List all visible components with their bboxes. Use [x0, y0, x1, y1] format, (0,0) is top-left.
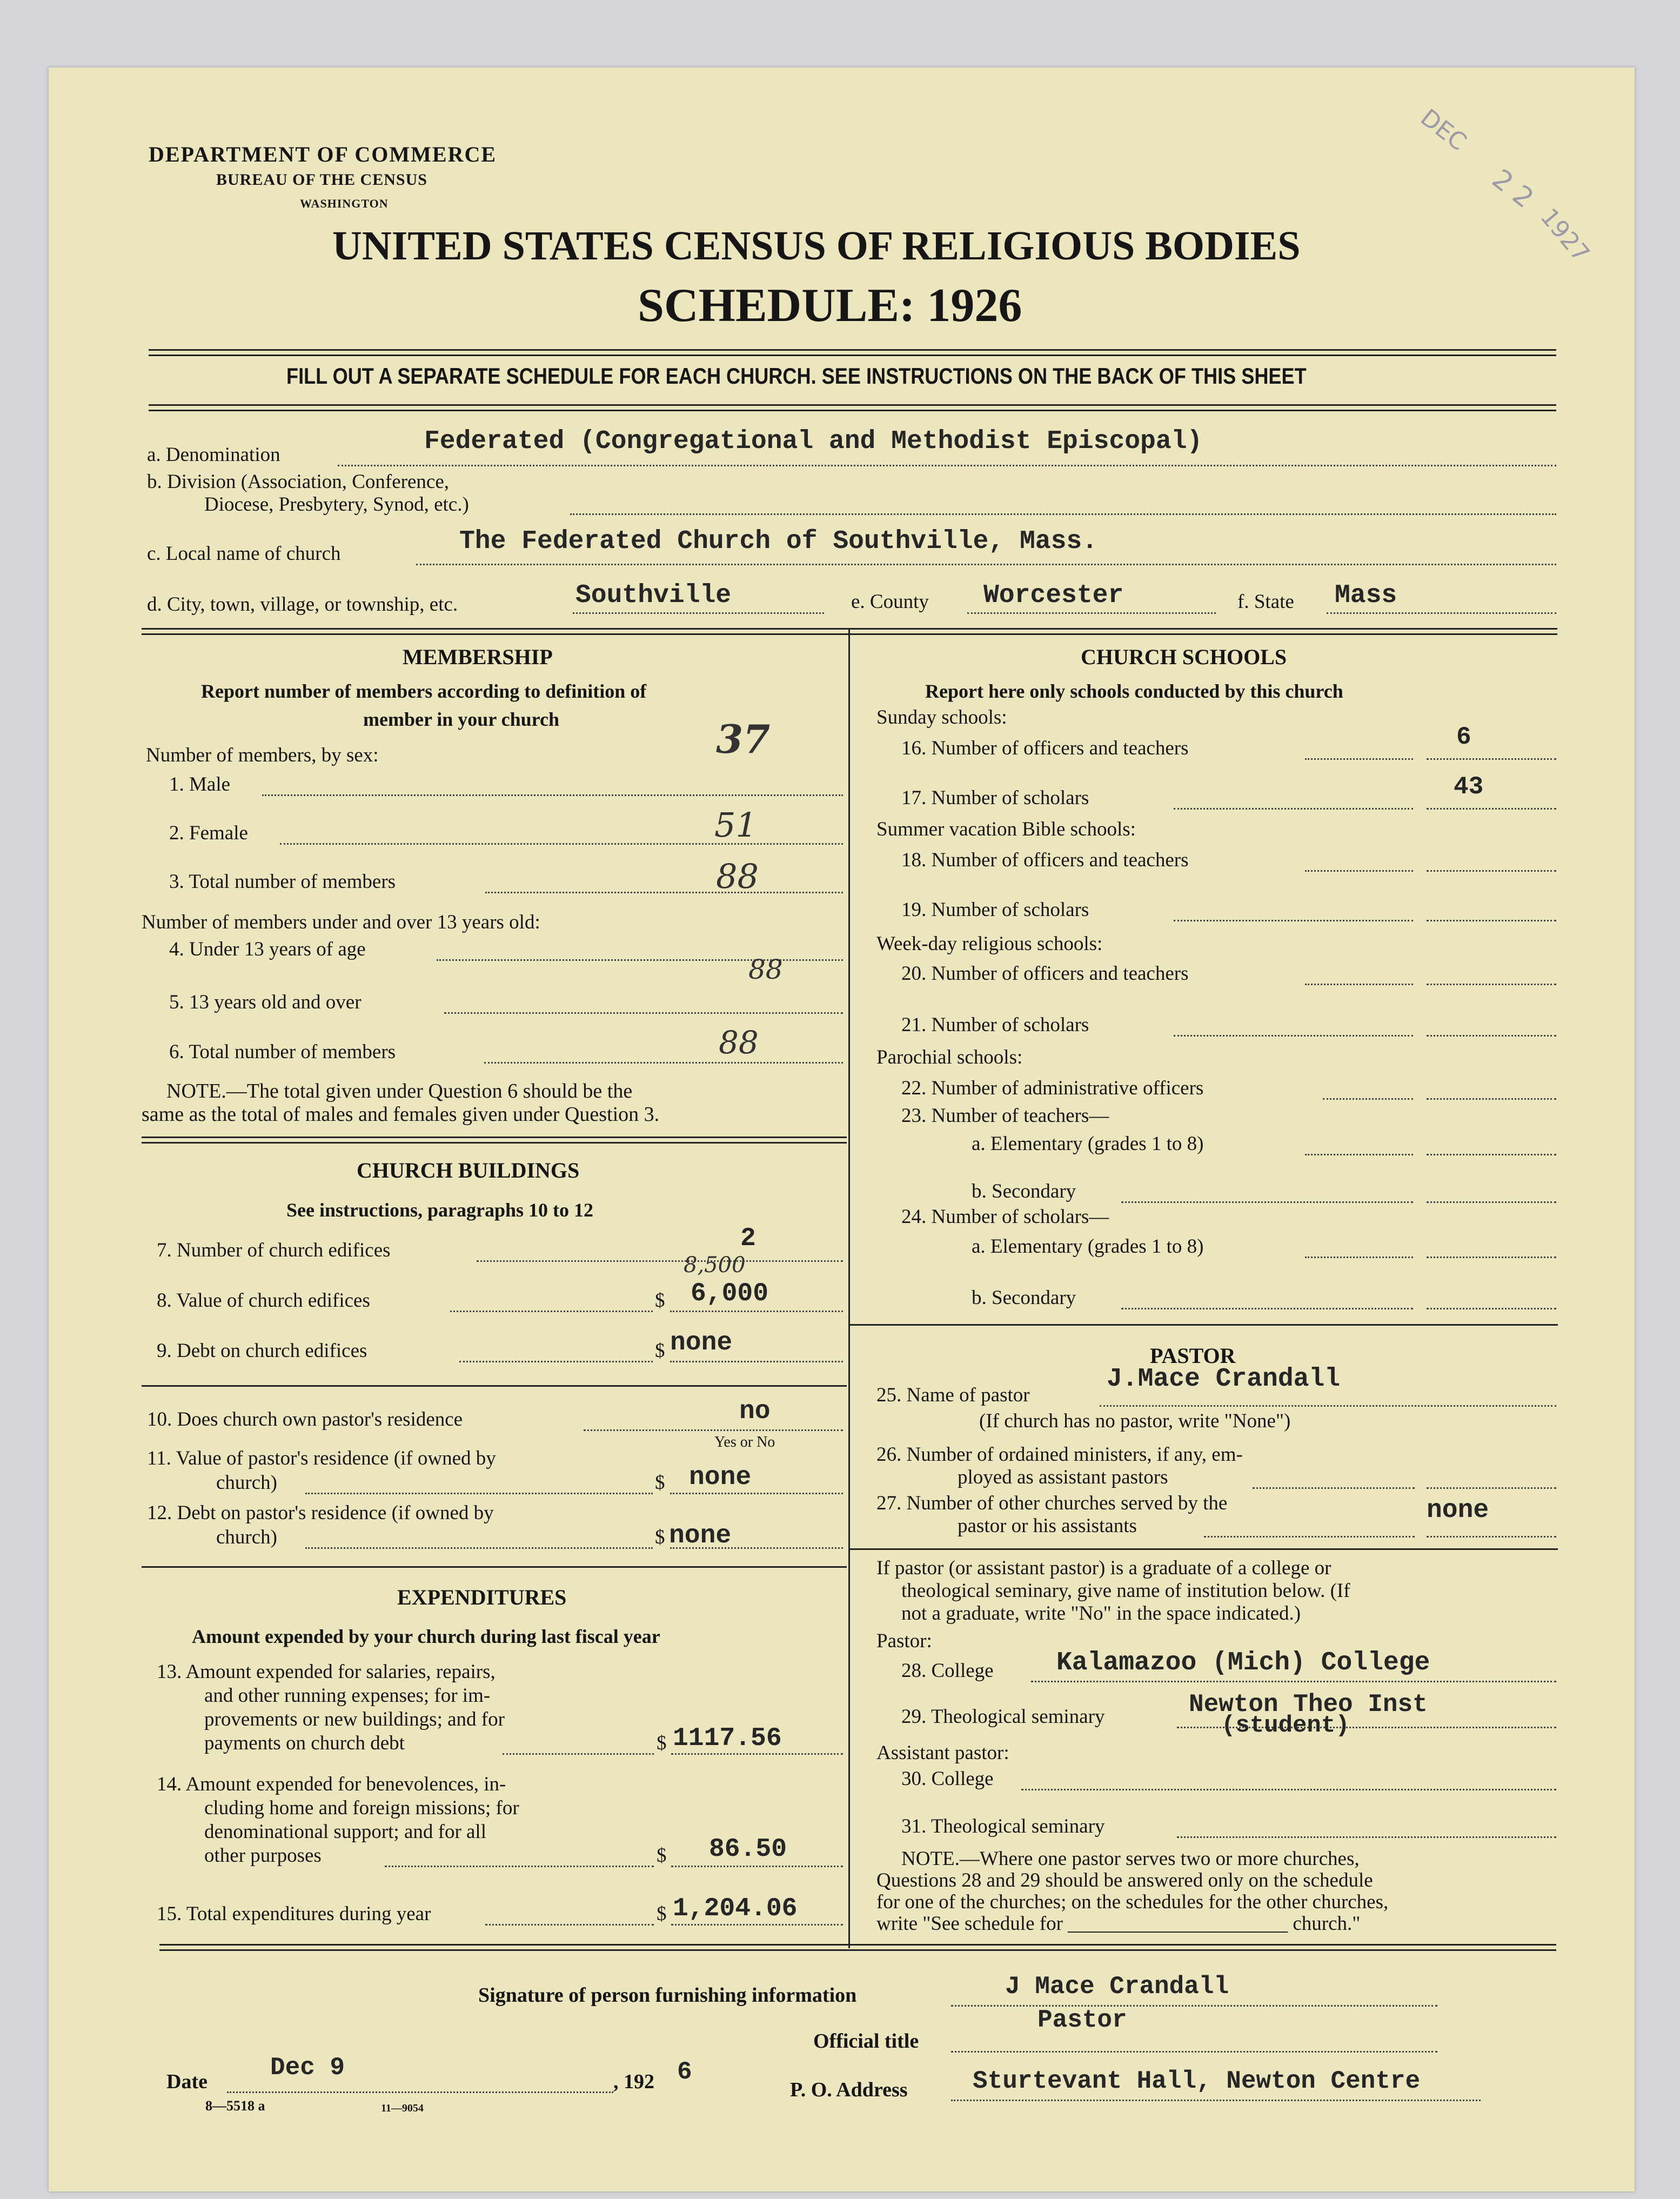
q10-value[interactable]: no — [739, 1397, 771, 1426]
q15-dollar: $ — [657, 1903, 667, 1925]
q10-label: 10. Does church own pastor's residence — [147, 1408, 463, 1431]
signature-label: Signature of person furnishing information — [478, 1984, 857, 2007]
q7-label: 7. Number of church edifices — [157, 1239, 391, 1261]
fill-line — [484, 1062, 843, 1064]
q19-label: 19. Number of scholars — [901, 899, 1089, 921]
rule — [149, 404, 1556, 406]
q24a-label: a. Elementary (grades 1 to 8) — [972, 1235, 1204, 1258]
rule — [149, 355, 1556, 356]
date-value[interactable]: Dec 9 — [270, 2054, 345, 2082]
yes-no-hint: Yes or No — [714, 1434, 775, 1451]
q25-label: 25. Name of pastor — [876, 1384, 1030, 1406]
q2-label: 2. Female — [169, 822, 248, 844]
form-number: 8—5518 a — [205, 2098, 265, 2114]
q23a-label: a. Elementary (grades 1 to 8) — [972, 1133, 1204, 1155]
q30-label: 30. College — [901, 1768, 994, 1790]
q26-label-2: ployed as assistant pastors — [958, 1466, 1168, 1488]
q8-value[interactable]: 6,000 — [691, 1279, 769, 1308]
fill-line — [1427, 1154, 1556, 1155]
fill-line — [1174, 808, 1413, 810]
q5-label: 5. 13 years old and over — [169, 991, 362, 1013]
pastor-note-3: for one of the churches; on the schedules for the other churches, — [876, 1891, 1389, 1913]
q9-value[interactable]: none — [670, 1328, 733, 1358]
city-label: d. City, town, village, or township, etc. — [147, 593, 458, 616]
q29-value-note[interactable]: (student) — [1221, 1712, 1350, 1739]
q6-value[interactable]: 88 — [719, 1024, 759, 1061]
fill-line — [227, 2091, 613, 2093]
fill-line — [305, 1547, 653, 1549]
schools-heading: CHURCH SCHOOLS — [1081, 645, 1287, 669]
fill-line — [1031, 1681, 1556, 1682]
signature-value[interactable]: J Mace Crandall — [1005, 1973, 1229, 2001]
fill-line — [670, 1493, 843, 1494]
fill-line — [1177, 1836, 1556, 1838]
q11-value[interactable]: none — [689, 1463, 752, 1492]
q4-label: 4. Under 13 years of age — [169, 938, 366, 960]
fill-line — [951, 2051, 1437, 2053]
denomination-label: a. Denomination — [147, 444, 280, 466]
fill-line — [477, 1260, 843, 1262]
fill-line — [1427, 1035, 1556, 1037]
fill-line — [503, 1753, 654, 1755]
q27-label: 27. Number of other churches served by the — [876, 1492, 1228, 1514]
fill-line — [1427, 920, 1556, 921]
parochial-schools-label: Parochial schools: — [876, 1046, 1023, 1068]
q16-value[interactable]: 6 — [1456, 723, 1471, 751]
q22-label: 22. Number of administrative officers — [901, 1077, 1204, 1099]
fill-line — [1427, 1201, 1556, 1203]
fill-line — [1253, 1487, 1415, 1489]
fill-line — [1427, 1308, 1556, 1309]
q23-label: 23. Number of teachers— — [901, 1105, 1109, 1127]
q20-label: 20. Number of officers and teachers — [901, 963, 1189, 985]
q13-label: 13. Amount expended for salaries, repairs, — [157, 1661, 496, 1683]
rule — [142, 1385, 847, 1387]
year-prefix: , 192 — [613, 2070, 654, 2093]
fill-line — [1305, 1256, 1413, 1258]
city-value[interactable]: Southville — [575, 581, 732, 610]
division-label-2: Diocese, Presbytery, Synod, etc.) — [204, 493, 469, 516]
weekday-schools-label: Week-day religious schools: — [876, 933, 1103, 955]
q13-label-2: and other running expenses; for im- — [204, 1685, 491, 1707]
fill-line — [1204, 1536, 1415, 1538]
rule — [159, 1944, 1556, 1946]
fill-line — [1427, 1098, 1556, 1100]
fill-line — [1427, 984, 1556, 985]
membership-subheading: Report number of members according to definition of — [201, 680, 647, 702]
stamp-day: 2 2 — [1486, 163, 1540, 215]
q17-label: 17. Number of scholars — [901, 787, 1089, 809]
fill-line — [1021, 1789, 1556, 1790]
q17-value[interactable]: 43 — [1454, 773, 1484, 801]
q13-dollar: $ — [657, 1732, 667, 1754]
year-value[interactable]: 6 — [677, 2058, 692, 2086]
column-divider — [848, 630, 850, 1948]
q14-value[interactable]: 86.50 — [709, 1835, 787, 1864]
pastor-subheading: Pastor: — [876, 1630, 932, 1652]
q9-dollar: $ — [655, 1340, 665, 1362]
fill-line — [459, 1361, 653, 1362]
membership-note-2: same as the total of males and females given under Question 3. — [142, 1103, 660, 1126]
pastor-note-4: write "See schedule for ______________________ church." — [876, 1913, 1361, 1935]
form-title: UNITED STATES CENSUS OF RELIGIOUS BODIES — [332, 223, 1301, 269]
schools-subheading: Report here only schools conducted by this church — [925, 680, 1343, 702]
graduate-instruction: If pastor (or assistant pastor) is a graduate of a college or — [876, 1557, 1331, 1579]
q2-value[interactable]: 51 — [714, 805, 757, 845]
q14-dollar: $ — [657, 1844, 667, 1867]
stamp-year: 1927 — [1535, 203, 1595, 268]
q11-dollar: $ — [655, 1472, 665, 1494]
fill-line — [1327, 612, 1556, 614]
rule — [149, 349, 1556, 351]
pastor-note-2: Questions 28 and 29 should be answered only on the schedule — [876, 1869, 1373, 1891]
q27-value[interactable]: none — [1427, 1496, 1489, 1525]
po-address-label: P. O. Address — [790, 2078, 908, 2101]
print-number: 11—9054 — [381, 2102, 424, 2114]
fill-line — [1100, 1405, 1556, 1407]
fill-line — [1174, 920, 1413, 921]
fill-line — [1121, 1308, 1413, 1309]
fill-line — [573, 612, 824, 614]
q15-value[interactable]: 1,204.06 — [673, 1894, 798, 1923]
q27-label-2: pastor or his assistants — [958, 1515, 1137, 1537]
fill-line — [280, 843, 843, 845]
membership-heading: MEMBERSHIP — [403, 645, 553, 669]
q9-label: 9. Debt on church edifices — [157, 1340, 367, 1362]
fill-line — [584, 1429, 843, 1431]
fill-line — [570, 513, 1556, 515]
fill-line — [1174, 1035, 1413, 1037]
q11-label: 11. Value of pastor's residence (if owned by — [147, 1447, 496, 1469]
q26-label: 26. Number of ordained ministers, if any, em- — [876, 1443, 1243, 1466]
q13-label-4: payments on church debt — [204, 1732, 405, 1754]
fill-line — [385, 1866, 654, 1867]
expenditures-heading: EXPENDITURES — [397, 1585, 567, 1609]
rule — [159, 1949, 1556, 1951]
q12-label-2: church) — [216, 1526, 277, 1548]
po-address-value[interactable]: Sturtevant Hall, Newton Centre — [973, 2067, 1421, 2095]
q6-label: 6. Total number of members — [169, 1041, 396, 1063]
fill-line — [1427, 1487, 1556, 1489]
fill-line — [951, 2100, 1481, 2101]
rule — [149, 410, 1556, 411]
expenditures-subheading: Amount expended by your church during last fiscal year — [192, 1626, 660, 1647]
members-by-age-label: Number of members under and over 13 years old: — [142, 911, 540, 933]
rule — [850, 1324, 1558, 1326]
fill-line — [1323, 1098, 1413, 1100]
q8-dollar: $ — [655, 1289, 665, 1312]
fill-line — [671, 1753, 843, 1755]
local-name-label: c. Local name of church — [147, 543, 341, 565]
fill-line — [305, 1493, 653, 1494]
q7-value[interactable]: 2 — [740, 1224, 756, 1253]
fill-line — [1427, 1536, 1556, 1538]
fill-line — [1305, 758, 1413, 760]
q18-label: 18. Number of officers and teachers — [901, 849, 1189, 871]
pastor-note: NOTE.—Where one pastor serves two or more churches, — [901, 1848, 1360, 1870]
q14-label-4: other purposes — [204, 1844, 322, 1867]
bureau-city: WASHINGTON — [300, 197, 389, 210]
q8-label: 8. Value of church edifices — [157, 1289, 370, 1312]
q23b-label: b. Secondary — [972, 1180, 1076, 1202]
q13-value[interactable]: 1117.56 — [673, 1724, 782, 1753]
division-label: b. Division (Association, Conference, — [147, 471, 449, 493]
q24b-label: b. Secondary — [972, 1287, 1076, 1309]
q13-label-3: provements or new buildings; and for — [204, 1708, 505, 1730]
graduate-instruction-2: theological seminary, give name of institution below. (If — [901, 1580, 1350, 1602]
bureau-name: BUREAU OF THE CENSUS — [216, 171, 427, 189]
q5-value[interactable]: 88 — [748, 954, 783, 985]
q16-label: 16. Number of officers and teachers — [901, 737, 1189, 759]
fill-line — [444, 1012, 843, 1014]
fill-line — [951, 2005, 1437, 2007]
fill-line — [338, 465, 1556, 466]
q1-label: 1. Male — [169, 773, 231, 796]
fill-line — [967, 612, 1216, 614]
fill-line — [1427, 808, 1556, 810]
received-date-stamp: DEC — [1415, 103, 1472, 157]
fill-line — [485, 1924, 654, 1926]
q12-label: 12. Debt on pastor's residence (if owned by — [147, 1502, 494, 1524]
fill-line — [1427, 758, 1556, 760]
membership-note: NOTE.—The total given under Question 6 should be the — [166, 1080, 633, 1102]
q21-label: 21. Number of scholars — [901, 1014, 1089, 1036]
date-label: Date — [166, 2070, 208, 2093]
denomination-value[interactable]: Federated (Congregational and Methodist Episcopal) — [424, 427, 1203, 456]
q29-value[interactable]: Newton Theo Inst — [1189, 1690, 1428, 1719]
q15-label: 15. Total expenditures during year — [157, 1903, 431, 1925]
rule — [142, 1566, 847, 1568]
members-by-sex-label: Number of members, by sex: — [146, 744, 379, 766]
vacation-schools-label: Summer vacation Bible schools: — [876, 818, 1136, 840]
q25-hint: (If church has no pastor, write "None") — [979, 1410, 1291, 1432]
rule — [850, 1548, 1558, 1550]
rule — [142, 1142, 847, 1144]
official-title-value[interactable]: Pastor — [1038, 2006, 1127, 2034]
state-label: f. State — [1237, 591, 1294, 613]
membership-subheading-2: member in your church — [363, 709, 560, 730]
q25-value[interactable]: J.Mace Crandall — [1107, 1365, 1341, 1394]
q28-label: 28. College — [901, 1660, 994, 1682]
fill-line — [1305, 870, 1413, 872]
fill-line — [670, 1311, 843, 1312]
q24-label: 24. Number of scholars— — [901, 1206, 1109, 1228]
q3-value[interactable]: 88 — [716, 857, 759, 896]
official-title-label: Official title — [813, 2030, 919, 2053]
buildings-subheading: See instructions, paragraphs 10 to 12 — [286, 1199, 594, 1221]
rule — [142, 1137, 847, 1138]
county-value[interactable]: Worcester — [983, 581, 1124, 610]
graduate-instruction-3: not a graduate, write "No" in the space indicated.) — [901, 1602, 1301, 1625]
fill-line — [485, 892, 843, 893]
fill-line — [1305, 984, 1413, 985]
fill-line — [450, 1311, 653, 1312]
q8-correction: 8,500 — [684, 1253, 746, 1278]
q11-label-2: church) — [216, 1472, 277, 1494]
fill-line — [1427, 1256, 1556, 1258]
fill-line — [671, 1866, 843, 1867]
form-subtitle: SCHEDULE: 1926 — [638, 279, 1022, 332]
fill-line — [1121, 1201, 1413, 1203]
fill-line — [1305, 1154, 1413, 1155]
fill-line — [1427, 870, 1556, 872]
department-name: DEPARTMENT OF COMMERCE — [149, 142, 497, 166]
q12-dollar: $ — [655, 1526, 665, 1548]
q12-value[interactable]: none — [669, 1521, 732, 1550]
fill-line — [670, 1361, 843, 1362]
q31-label: 31. Theological seminary — [901, 1815, 1105, 1837]
q3-label: 3. Total number of members — [169, 871, 396, 893]
q28-value[interactable]: Kalamazoo (Mich) College — [1056, 1648, 1430, 1677]
buildings-heading: CHURCH BUILDINGS — [357, 1158, 580, 1182]
state-value[interactable]: Mass — [1335, 581, 1397, 610]
q29-label: 29. Theological seminary — [901, 1706, 1105, 1728]
sunday-schools-label: Sunday schools: — [876, 706, 1007, 728]
fill-line — [262, 794, 843, 796]
fill-instructions: FILL OUT A SEPARATE SCHEDULE FOR EACH CHURCH. SEE INSTRUCTIONS ON THE BACK OF THIS SHEET — [286, 363, 1307, 389]
county-label: e. County — [851, 591, 929, 613]
q14-label-3: denominational support; and for all — [204, 1821, 486, 1843]
q14-label-2: cluding home and foreign missions; for — [204, 1797, 519, 1819]
assistant-pastor-subheading: Assistant pastor: — [876, 1742, 1009, 1764]
local-name-value[interactable]: The Federated Church of Southville, Mass. — [459, 527, 1097, 556]
fill-line — [671, 1924, 843, 1926]
pastor-heading: PASTOR — [1150, 1344, 1236, 1368]
q14-label: 14. Amount expended for benevolences, in- — [157, 1773, 506, 1795]
q1-value[interactable]: 37 — [716, 716, 771, 762]
fill-line — [416, 564, 1556, 565]
